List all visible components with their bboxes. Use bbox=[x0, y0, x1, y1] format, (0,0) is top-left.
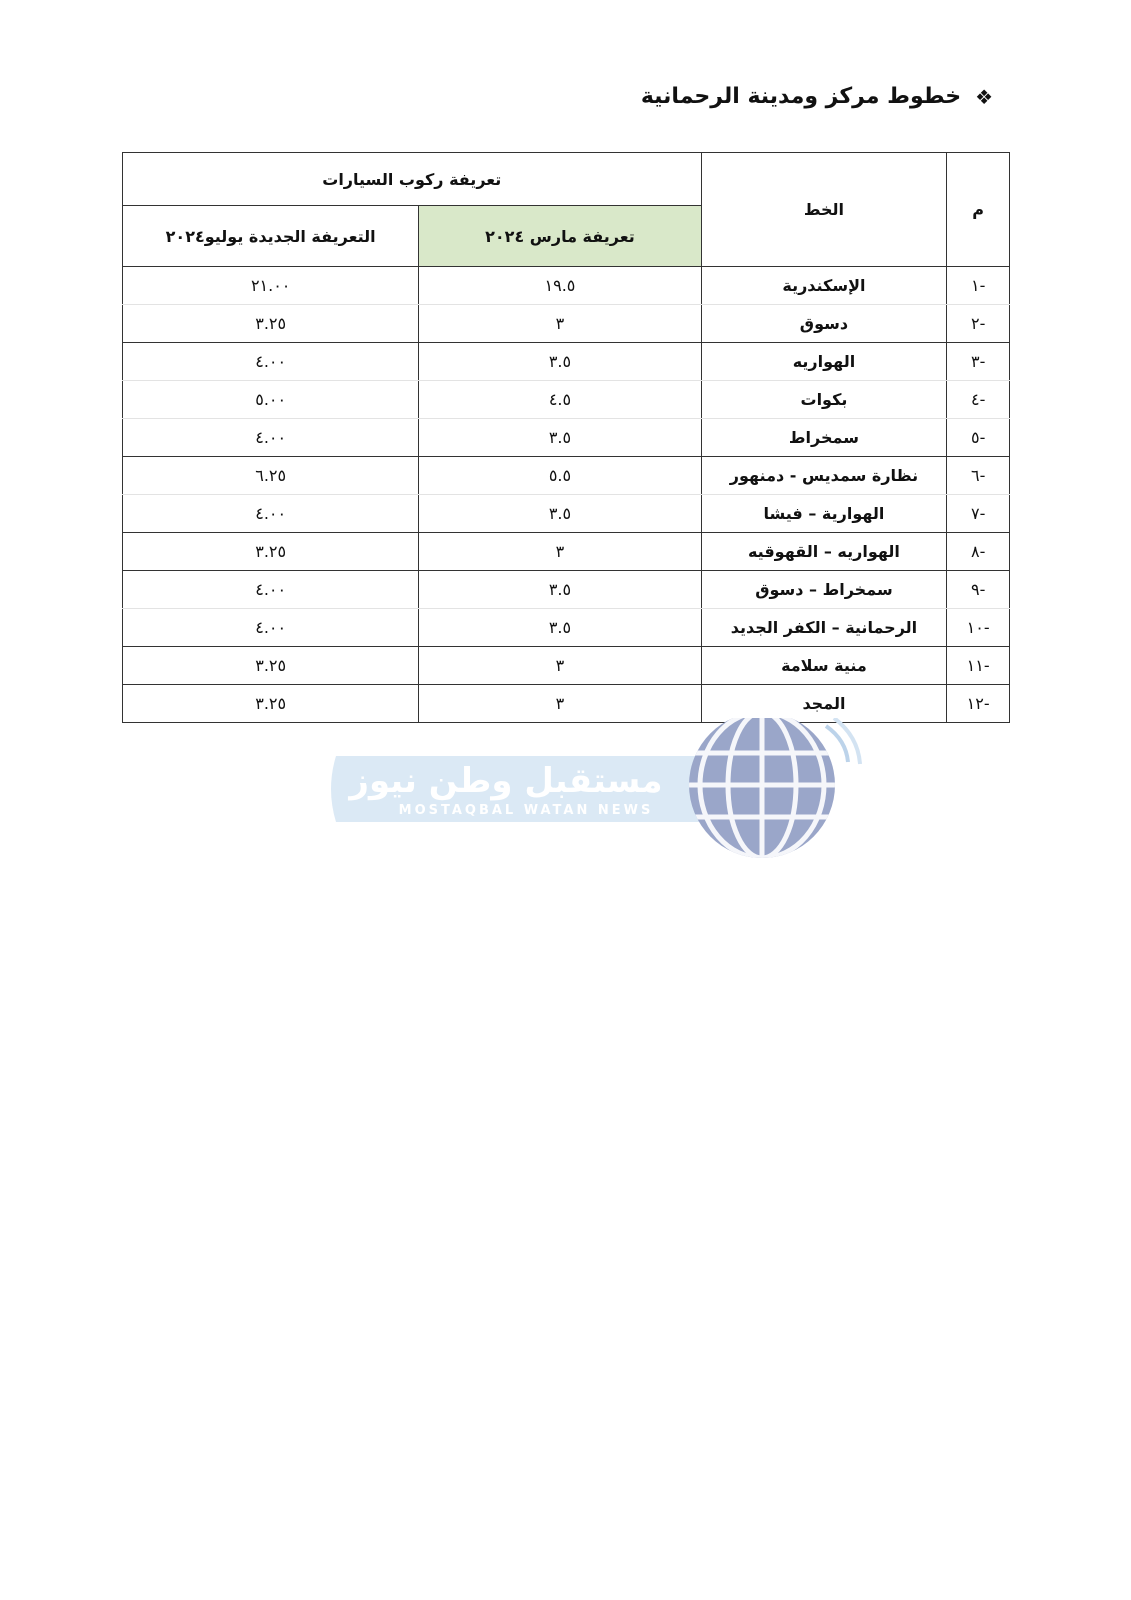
march-fare: ٣.٥ bbox=[419, 495, 701, 533]
table-row bbox=[123, 343, 1010, 381]
new-fare: ٢١.٠٠ bbox=[123, 267, 419, 305]
route-name: دسوق bbox=[701, 305, 947, 343]
new-fare: ٤.٠٠ bbox=[123, 609, 419, 647]
route-name: بكوات bbox=[701, 381, 947, 419]
row-number: -٣ bbox=[947, 343, 1010, 381]
new-fare: ٤.٠٠ bbox=[123, 495, 419, 533]
march-fare: ٣.٥ bbox=[419, 419, 701, 457]
row-number: -٨ bbox=[947, 533, 1010, 571]
fare-table bbox=[122, 152, 1010, 723]
row-number: -١ bbox=[947, 267, 1010, 305]
route-name: الهواريه – القهوقيه bbox=[701, 533, 947, 571]
march-fare: ٥.٥ bbox=[419, 457, 701, 495]
table-row bbox=[123, 305, 1010, 343]
section-heading bbox=[641, 84, 993, 109]
header-line: الخط bbox=[701, 153, 947, 267]
march-fare: ٣ bbox=[419, 305, 701, 343]
diamond-bullet-icon: ❖ bbox=[975, 84, 993, 109]
header-index: م bbox=[947, 153, 1010, 267]
route-name: نظارة سمديس - دمنهور bbox=[701, 457, 947, 495]
watermark-arabic-text: مستقبل وطن نيوز bbox=[349, 761, 663, 801]
route-name: سمخراط bbox=[701, 419, 947, 457]
table-row bbox=[123, 419, 1010, 457]
watermark-latin-text: MOSTAQBAL WATAN NEWS bbox=[398, 803, 654, 818]
row-number: -١٠ bbox=[947, 609, 1010, 647]
march-fare: ٣ bbox=[419, 685, 701, 723]
route-name: المجد bbox=[701, 685, 947, 723]
row-number: -١١ bbox=[947, 647, 1010, 685]
header-fare-group: تعريفة ركوب السيارات bbox=[123, 153, 702, 206]
march-fare: ١٩.٥ bbox=[419, 267, 701, 305]
route-name: الهواريه bbox=[701, 343, 947, 381]
row-number: -٧ bbox=[947, 495, 1010, 533]
new-fare: ٤.٠٠ bbox=[123, 419, 419, 457]
heading-title: خطوط مركز ومدينة الرحمانية bbox=[640, 84, 962, 109]
row-number: -٦ bbox=[947, 457, 1010, 495]
globe-icon bbox=[689, 718, 860, 858]
march-fare: ٣ bbox=[419, 533, 701, 571]
march-fare: ٣.٥ bbox=[419, 571, 701, 609]
watermark-logo bbox=[326, 718, 866, 868]
new-fare: ٤.٠٠ bbox=[123, 571, 419, 609]
row-number: -٩ bbox=[947, 571, 1010, 609]
route-name: الإسكندرية bbox=[701, 267, 947, 305]
table-row bbox=[123, 685, 1010, 723]
row-number: -١٢ bbox=[947, 685, 1010, 723]
route-name: سمخراط – دسوق bbox=[701, 571, 947, 609]
new-fare: ٣.٢٥ bbox=[123, 685, 419, 723]
new-fare: ٣.٢٥ bbox=[123, 533, 419, 571]
header-new-fare: التعريفة الجديدة يوليو٢٠٢٤ bbox=[123, 206, 419, 267]
table-row bbox=[123, 495, 1010, 533]
table-row bbox=[123, 609, 1010, 647]
new-fare: ٥.٠٠ bbox=[123, 381, 419, 419]
march-fare: ٣.٥ bbox=[419, 609, 701, 647]
route-name: الهوارية – فيشا bbox=[701, 495, 947, 533]
table-row bbox=[123, 571, 1010, 609]
new-fare: ٣.٢٥ bbox=[123, 647, 419, 685]
row-number: -٤ bbox=[947, 381, 1010, 419]
row-number: -٥ bbox=[947, 419, 1010, 457]
new-fare: ٣.٢٥ bbox=[123, 305, 419, 343]
route-name: الرحمانية – الكفر الجديد bbox=[701, 609, 947, 647]
table-row bbox=[123, 381, 1010, 419]
march-fare: ٣ bbox=[419, 647, 701, 685]
march-fare: ٣.٥ bbox=[419, 343, 701, 381]
table-row bbox=[123, 267, 1010, 305]
new-fare: ٤.٠٠ bbox=[123, 343, 419, 381]
march-fare: ٤.٥ bbox=[419, 381, 701, 419]
header-march-fare: تعريفة مارس ٢٠٢٤ bbox=[419, 206, 701, 267]
table-row bbox=[123, 457, 1010, 495]
route-name: منية سلامة bbox=[701, 647, 947, 685]
new-fare: ٦.٢٥ bbox=[123, 457, 419, 495]
row-number: -٢ bbox=[947, 305, 1010, 343]
table-row bbox=[123, 647, 1010, 685]
table-row bbox=[123, 533, 1010, 571]
